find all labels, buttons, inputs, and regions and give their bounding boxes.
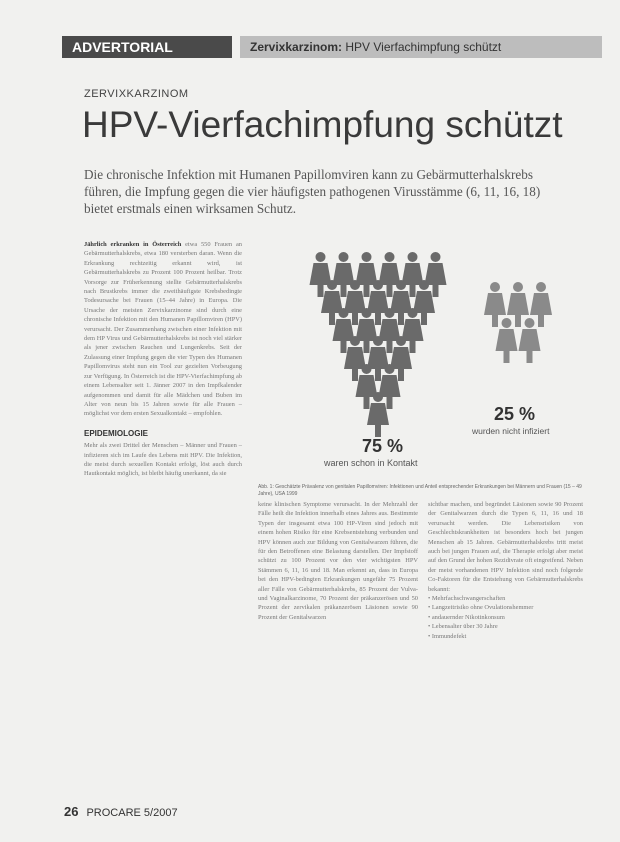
- section-title: [240, 36, 602, 58]
- woman-figure-icon: [379, 252, 401, 297]
- pct-75: 75 %: [362, 436, 404, 456]
- list-item: • Mehrfachschwangerschaften: [428, 594, 583, 603]
- column-1: [84, 240, 242, 479]
- lead-paragraph: Die chronische Infektion mit Humanen Papillomviren kann zu Gebärmutterhalskrebs führen, die Impfung gegen die vier häufigsten pathogenen Virusstämme (6, 11, 16, 18) bietet erstmals einen wirksamen Schutz.: [84, 167, 541, 216]
- column-2: keine klinischen Symptome verursacht. In der Mehrzahl der Fälle heilt die Infektion innerhalb eines Jahres aus. Bestimmte Typen der insgesamt etwa 100 HP-Viren sind jedoch mit einem hohen Risiko für eine Krebsentstehung verbunden und HPV können auch zur Bildung von Genitalwarzen führen, die für den Betroffenen eine Belastung darstellen. Der Impfstoff schützt zu 100 Prozent vor den vier wichtigsten HPV Stämmen 6, 11, 16 und 18. Man erkennt an, dass in Europa bei den HPV-bedingten Erkrankungen ungefähr 75 Prozent aller Fälle von Gebärmutterhalskrebs, 85 Prozent der Vulva- und Vaginalkarzinome, 70 Prozent der präkanzerösen und 50 Prozent der zervikalen präkanzerösen Läsionen sowie 90 Prozent der Genitalwarzen: [258, 501, 418, 621]
- kicker: ZERVIXKARZINOM: [84, 88, 189, 100]
- woman-figure-icon: [402, 252, 424, 297]
- woman-figure-icon: [367, 392, 389, 437]
- woman-figure-icon: [390, 336, 412, 381]
- advertorial-label: ADVERTORIAL: [62, 36, 232, 58]
- label-75: waren schon in Kontakt: [324, 458, 418, 468]
- woman-figure-icon: [333, 252, 355, 297]
- woman-figure-icon: [379, 308, 401, 353]
- list-item: • Lebensalter über 30 Jahre: [428, 622, 583, 631]
- woman-figure-icon: [379, 364, 401, 409]
- column-1-text2: Mehr als zwei Drittel der Menschen – Männer und Frauen – infizieren sich im Laufe des Lebens mit HPV. Die Infektion, die meist durch sexuellen Kontakt erfolgt, löst auch durch Hautkontakt möglich, ist bleibt häufig unerkannt, da sie: [84, 442, 242, 478]
- woman-figure-icon: [425, 252, 447, 297]
- woman-figure-icon: [321, 280, 343, 325]
- label-25: wurden nicht infiziert: [472, 426, 550, 436]
- woman-figure-icon: [519, 318, 541, 363]
- prevalence-graphic: [258, 240, 588, 480]
- list-item: • Immundefekt: [428, 632, 583, 641]
- epidemiology-heading: EPIDEMIOLOGIE: [84, 428, 149, 438]
- infected-figures: [310, 252, 447, 437]
- woman-figure-icon: [413, 280, 435, 325]
- woman-figure-icon: [333, 308, 355, 353]
- woman-figure-icon: [310, 252, 332, 297]
- issue-label: PROCARE 5/2007: [86, 807, 178, 819]
- woman-figure-icon: [367, 336, 389, 381]
- woman-figure-icon: [402, 308, 424, 353]
- column-3: [428, 500, 583, 641]
- header-banner: [62, 36, 602, 58]
- woman-figure-icon: [356, 252, 378, 297]
- footer: [64, 804, 178, 819]
- pct-25: 25 %: [494, 404, 536, 424]
- figure-caption: Abb. 1: Geschätzte Prävalenz von genitalen Papillomviren: Infektionen und Anteil entsprechender Erkrankungen bei Männern und Frauen (15 – 49 Jahre), USA 1999: [258, 484, 582, 497]
- woman-figure-icon: [344, 280, 366, 325]
- woman-figure-icon: [356, 308, 378, 353]
- column-1-text: etwa 550 Frauen an Gebärmutterhalskrebs, etwa 180 versterben daran. Wenn die Erkrankung rechtzeitig erkannt wird, ist Gebärmutterhalskrebs zu Prozent 100 Prozent heilbar. Trotz Vorsorge zur Früherkennung stellte Gebärmutterhalskrebs nach Brustkrebs immer die zweithäufigste Krebsbedingte Todesursache bei Frauen (15–44 Jahre) in Europa. Die Ursache der meisten Zervixkarzinome sind durch eine chronische Infektion mit den Humanen Papillomviren (HPV) verursacht. Der Zusammenhang zwischen einer Infektion mit dem HP Virus und Gebärmutterhalskrebs ist noch viel stärker als jener zwischen Rauchen und Lungenkrebs. Seit der Zulassung einer Impfung gegen die vier Typen des Humanen Papillomvirus steht nun ein Tool zur gezielten Vorbeugung zur Verfügung. In Österreich ist die HPV-Vierfachimpfung ab einem Lebensalter seit 1. Jänner 2007 in den Impfkalender aufgenommen und damit für alle Mädchen und Buben im Alter von neun bis 15 Jahren sowie für alle Frauen – möglichst vor dem ersten Sexualkontakt – empfohlen.: [84, 241, 242, 418]
- section-title-text: HPV Vierfachimpfung schützt: [342, 40, 502, 54]
- woman-figure-icon: [344, 336, 366, 381]
- not-infected-figures: [484, 282, 552, 363]
- list-item: • andauernder Nikotinkonsum: [428, 613, 583, 622]
- woman-figure-icon: [367, 280, 389, 325]
- woman-figure-icon: [390, 280, 412, 325]
- column-3-text: sichtbar machen, und begründet Läsionen sowie 90 Prozent der Genitalwarzen durch die Typen 6, 11, 16 und 18 verursacht werden. Die Lebensrisiken von Geschlechtskrankheiten ist besonders hoch bei jungen Menschen ab 15 Jahren. Gebärmutterhalskrebs tritt meist auch bei jungen Frauen auf, die Therapie erfolgt aber meist auf den Grund der hohen Rezidivrate oft eingreifend. Neben der meist vorhandenen HPV Infektion sind noch folgende Co-Faktoren für die Entstehung von Gebärmutterhalskrebs bekannt:: [428, 501, 583, 593]
- list-item: • Langzeitrisiko ohne Ovulationshemmer: [428, 603, 583, 612]
- page-number: 26: [64, 804, 79, 819]
- headline: HPV-Vierfachimpfung schützt: [82, 104, 563, 145]
- woman-figure-icon: [356, 364, 378, 409]
- cofactor-list: [428, 594, 583, 641]
- section-title-bold: Zervixkarzinom:: [250, 40, 343, 54]
- woman-figure-icon: [496, 318, 518, 363]
- column-1-lead: Jährlich erkranken in Österreich: [84, 241, 182, 248]
